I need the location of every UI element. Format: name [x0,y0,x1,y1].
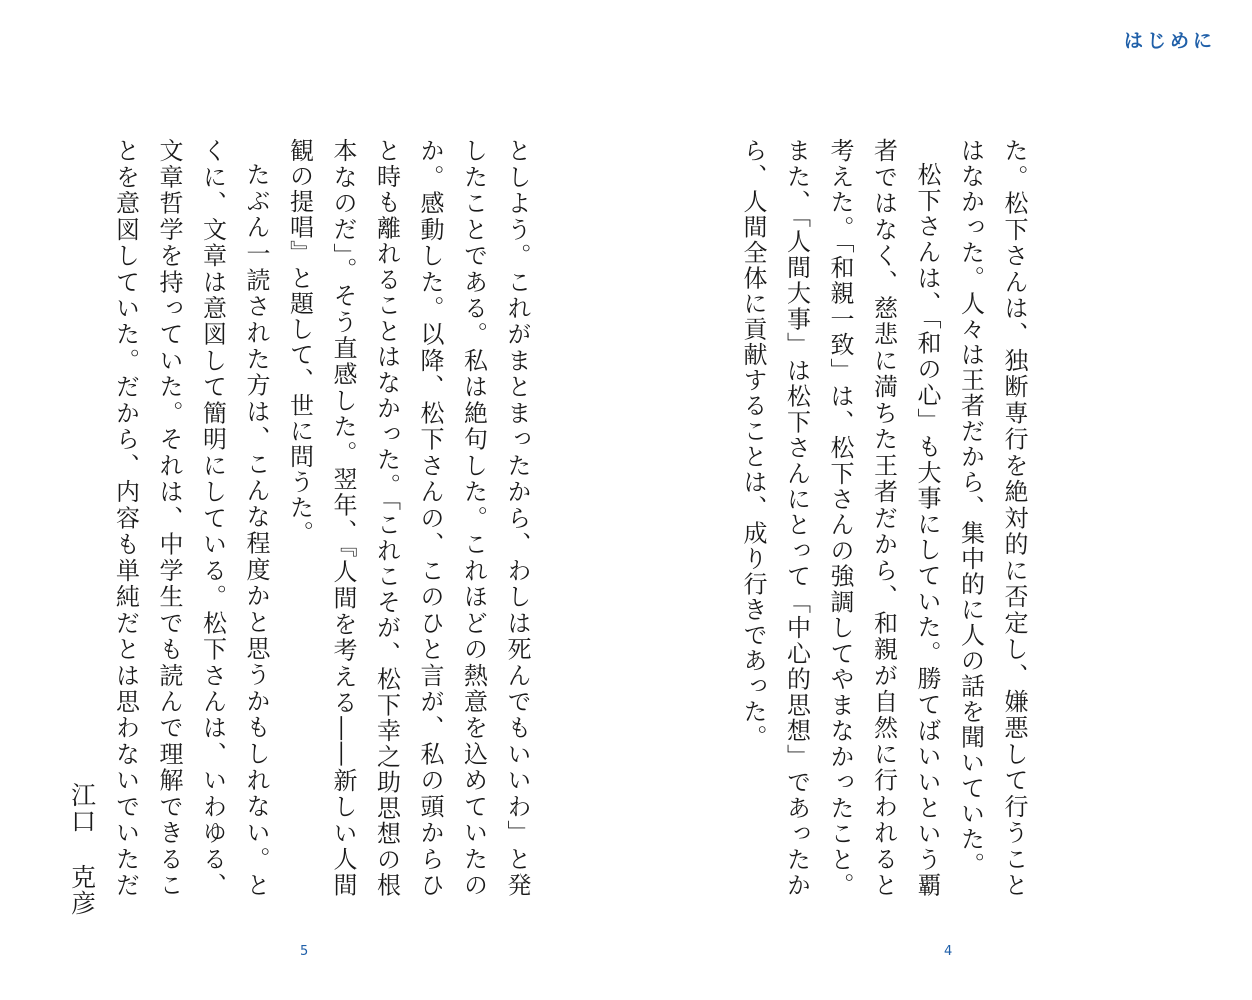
paragraph: としよう。これがまとまったから、わしは死んでもいいわ」と発したことである。私は絶句した。これほどの熱意を込めていたのか。感動した。以降、松下さんの、このひと言が、私の頭からひと時も離れることはなかった。「これこそが、松下幸之助思想の根本なのだ」。そう直感した。翌年、『人間を考える――新しい人間観の提唱』と題して、世に問うた。 [285,138,531,898]
page-number-right: 4 [944,944,953,959]
right-page-body [725,138,1035,898]
author-surname: 江口 [67,782,97,834]
author-signature [60,752,104,916]
section-title: はじめに [1123,30,1216,52]
paragraph [725,138,731,898]
page-number-left: 5 [300,944,309,959]
paragraph: 松下さんは、「和の心」も大事にしていた。勝てばいいという覇者ではなく、慈悲に満ちた王者だから、和親が自然に行われると考えた。「和親一致」は、松下さんの強調してやまなかったこと。また、「人間大事」は松下さんにとって「中心的思想」であったから、人間全体に貢献することは、成り行きであった。 [739,138,941,898]
paragraph: た。松下さんは、独断専行を絶対的に否定し、嫌悪して行うことはなかった。人々は王者だから、集中的に人の話を聞いていた。 [956,138,1028,898]
paragraph: たぶん一読された方は、こんな程度かと思うかもしれない。とくに、文章は意図して簡明にしている。松下さんは、いわゆる、文章哲学を持っていた。それは、中学生でも読んで理解できることを意図していた。だから、内容も単純だとは思わないでいただ [111,138,270,898]
author-given-name: 克彦 [67,864,97,916]
left-page-body [108,138,538,898]
